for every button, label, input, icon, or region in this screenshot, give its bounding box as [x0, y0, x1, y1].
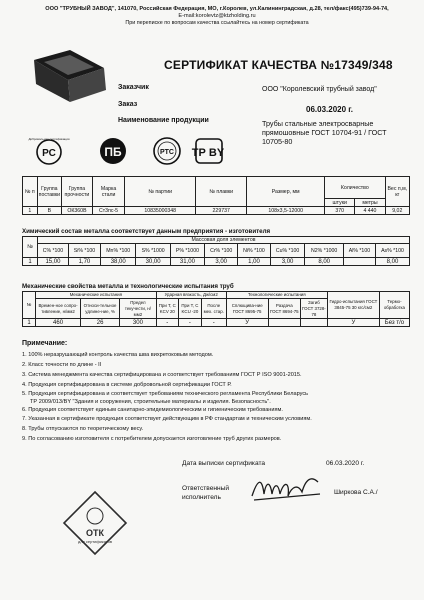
group-header: Механические испытания [36, 292, 157, 299]
cell: - [156, 319, 178, 327]
svg-text:РТС: РТС [160, 149, 174, 156]
note-item: 2. Класс точности по длине - II [22, 361, 102, 368]
col-header: Термо-обработка [379, 292, 409, 319]
company-header [40, 6, 394, 27]
col-header: Загиб ГОСТ 3728-78 [302, 299, 326, 317]
col-header: Cr% *100 [205, 244, 238, 258]
col-header: Относи-тельное удлине-ние, % [81, 299, 120, 319]
cell: 1 [23, 207, 38, 215]
col-subheader: штуки [325, 199, 355, 207]
cell: 229737 [196, 207, 247, 215]
col-header: № п [23, 177, 38, 207]
certification-marks [28, 136, 414, 174]
table-row [23, 319, 410, 327]
cell: 10835000348 [125, 207, 196, 215]
col-header: S% *1000 [136, 244, 170, 258]
cell: 108х3,5-12000 [247, 207, 325, 215]
notes-section [22, 339, 412, 445]
issue-date: 06.03.2020 г. [326, 460, 365, 467]
note-item: 4. Продукция сертифицирована в системе добровольной сертификации ГОСТ Р. [22, 381, 232, 388]
chem-table [22, 236, 410, 266]
cell: 26 [81, 319, 120, 327]
cell: - [178, 319, 201, 327]
chem-title: Химический состав металла соответствует данным предприятия - изготовителя [22, 228, 271, 235]
note-item: 3. Система менеджмента качества сертифицирована и соответствует требованиям ГОСТ Р ISO 9001-2015. [22, 371, 302, 378]
table-row [23, 207, 410, 215]
col-header: № [23, 292, 36, 319]
pb-mark-icon [98, 136, 128, 166]
table-row [23, 258, 410, 266]
cell: В [37, 207, 61, 215]
cell [268, 319, 300, 327]
note-item: 8. Трубы отпускаются по теоретическому весу. [22, 426, 144, 433]
col-subheader: метры [355, 199, 385, 207]
customer-label: Заказчик [118, 84, 149, 91]
svg-text:РС: РС [42, 148, 56, 159]
rts-mark-icon [152, 136, 182, 166]
cell [300, 319, 327, 327]
col-header: Si% *100 [68, 244, 100, 258]
cell: 8,00 [375, 258, 409, 266]
note-item: 1. 100% неразрушающий контроль качества шва вихретоковым методом. [22, 351, 214, 358]
svg-text:ПБ: ПБ [104, 145, 122, 159]
note-item: 6. Продукция соответствует единым санитарно-эпидемиологическим и гигиеническим требованиям. [22, 406, 283, 413]
company-logo-icon [20, 46, 116, 106]
cell: 8,00 [305, 258, 344, 266]
chem-subtitle: Массовая доля элементов [38, 237, 410, 244]
company-address: ООО "ТРУБНЫЙ ЗАВОД", 141070, Российская Федерация, МО, г.Королев, ул.Калининградская, д.28, тел/факс(495)739-94-74, [45, 6, 389, 12]
customer-value: ООО "Королевский трубный завод" [262, 86, 377, 93]
cell: 38,00 [100, 258, 135, 266]
reference-note: При переписке по вопросам качества ссылайтесь на номер сертификата [125, 20, 309, 26]
col-header: As% *100 [375, 244, 409, 258]
group-header: Технологические испытания [226, 292, 327, 299]
col-header: P% *1000 [170, 244, 204, 258]
order-label: Заказ [118, 101, 138, 108]
cell: 30,00 [136, 258, 170, 266]
note-item: 5. Продукция сертифицирована и соответствует требованиям технического регламента Республики Беларусь [22, 390, 309, 397]
col-header: Марка стали [92, 177, 124, 207]
cell: Без т/о [379, 319, 409, 327]
col-header: После мех. стар. [201, 299, 226, 319]
col-header: № [23, 237, 38, 258]
col-header: Al% *100 [343, 244, 375, 258]
cell: 15,00 [38, 258, 69, 266]
svg-text:ОТК: ОТК [86, 528, 104, 538]
rst-mark-icon [28, 136, 70, 166]
product-label: Наименование продукции [118, 117, 209, 124]
order-date: 06.03.2020 г. [306, 105, 354, 114]
col-header: Mn% *100 [100, 244, 135, 258]
product-name: Трубы стальные электросварные прямошовные ГОСТ 10704-91 / ГОСТ 10705-80 [262, 119, 387, 146]
col-header: Сплющива-ние ГОСТ 8695-75 [226, 299, 268, 319]
note-item: 7. Указанная в сертификате продукция соответствует действующим в РФ стандартам и техническим условиям. [22, 416, 312, 423]
col-header: C% *100 [38, 244, 69, 258]
product-table [22, 176, 410, 215]
cell: ОК360В [62, 207, 93, 215]
col-header: Раздача ГОСТ 8694-75 [268, 299, 300, 319]
cell: Ст3пс-5 [92, 207, 124, 215]
cell: У [327, 319, 379, 327]
cell: 1 [23, 258, 38, 266]
notes-heading: Примечание: [22, 340, 68, 347]
issue-date-label: Дата выписки сертификата [182, 460, 266, 467]
col-header: Ni% *100 [238, 244, 270, 258]
col-header: Группа поставки [37, 177, 61, 207]
col-header: Гидро-испытания ГОСТ 3845-75 30 кгс/см2 [327, 292, 379, 319]
certificate-title: СЕРТИФИКАТ КАЧЕСТВА №17349/348 [164, 58, 393, 72]
cell: 1,70 [68, 258, 100, 266]
col-header: № плавки [196, 177, 247, 207]
col-header: Вес п,м, кг [385, 177, 409, 207]
cell: У [226, 319, 268, 327]
cell: 1,00 [238, 258, 270, 266]
cell: 370 [325, 207, 355, 215]
svg-text:ТР BY: ТР BY [191, 147, 225, 159]
col-header: Предел текучести, н/мм2 [120, 299, 157, 319]
cell: 3,00 [270, 258, 305, 266]
cell: 3,00 [205, 258, 238, 266]
col-header: N2% *1000 [305, 244, 344, 258]
company-email: E-mail:korolevtz@ktzholding.ru [178, 13, 256, 19]
executor-label: Ответственный исполнитель [182, 485, 230, 501]
handwritten-signature-icon [248, 472, 328, 506]
note-item: ТР 2009/013/BY "Здания и сооружения, строительные материалы и изделия. Безопасность". [30, 398, 271, 405]
cell: - [201, 319, 226, 327]
cell: 300 [120, 319, 157, 327]
group-header: Ударная вязкость, Дж/см2 [156, 292, 226, 299]
col-header: № партии [125, 177, 196, 207]
note-item: 9. По согласованию изготовителя с потребителем допускается изготовление труб других размеров. [22, 436, 282, 443]
svg-text:Добровольная сертификация: Добровольная сертификация [28, 137, 70, 141]
col-header: Группа прочности [62, 177, 93, 207]
cell [343, 258, 375, 266]
col-header: Cu% *100 [270, 244, 305, 258]
tr-by-mark-icon [191, 136, 225, 166]
mech-title: Механические свойства металла и технологические испытания труб [22, 283, 234, 290]
mech-table [22, 291, 410, 327]
cell: 460 [36, 319, 81, 327]
cell: 31,00 [170, 258, 204, 266]
signer-name: Ширкова С.А./ [334, 489, 378, 496]
col-header: При T, С KCU -20 [178, 299, 201, 319]
col-header: Времен-ное сопро-тивление, н/мм2 [36, 299, 81, 319]
otk-stamp-icon [60, 490, 130, 556]
col-header: Размер, мм [247, 177, 325, 207]
col-header: При T, С KCV 20 [156, 299, 178, 319]
col-header: Количество [325, 177, 386, 199]
cell: 9,02 [385, 207, 409, 215]
cell: 1 [23, 319, 36, 327]
cell: 4 440 [355, 207, 385, 215]
svg-text:для сертификатов: для сертификатов [77, 539, 113, 544]
